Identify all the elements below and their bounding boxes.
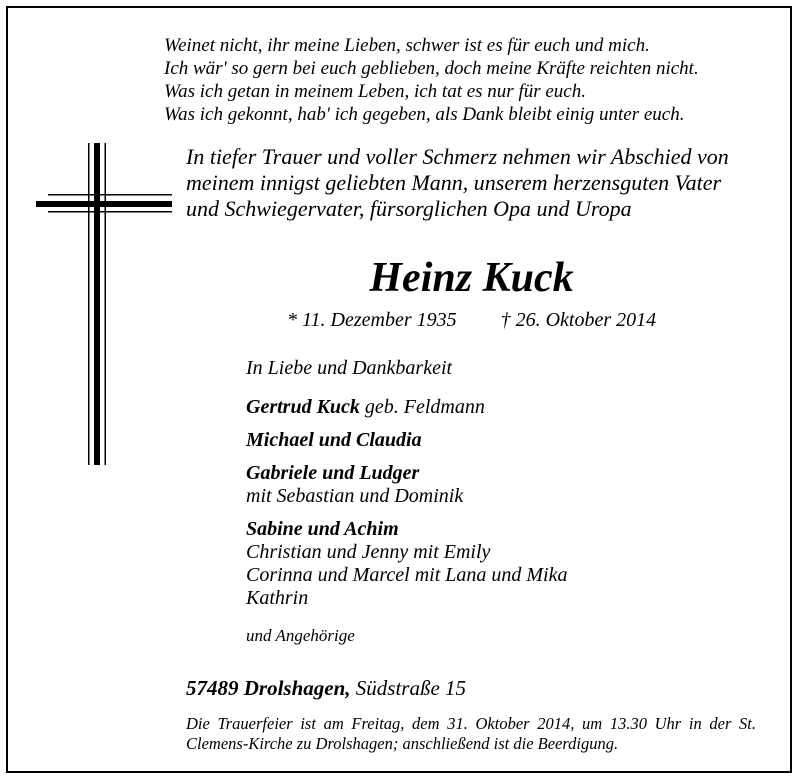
address-street: Südstraße 15 — [350, 676, 467, 700]
mourner-names: Michael und Claudia — [246, 429, 422, 451]
mourner-group — [246, 429, 567, 452]
deceased-name: Heinz Kuck — [369, 255, 574, 301]
intro-line: meinem innigst geliebten Mann, unserem herzensguten Vater — [186, 170, 722, 195]
grandchildren-line: mit Sebastian und Dominik — [246, 485, 464, 507]
thanks-line: In Liebe und Dankbarkeit — [246, 357, 453, 379]
mourner-group — [246, 518, 567, 610]
poem-line: Was ich getan in meinem Leben, ich tat es nur für euch. — [164, 81, 586, 102]
cross-icon — [36, 143, 172, 465]
poem-line: Ich wär' so gern bei euch geblieben, doch meine Kräfte reichten nicht. — [164, 58, 699, 79]
mourners-list — [246, 357, 567, 647]
grandchildren-line: Corinna und Marcel mit Lana und Mika — [246, 564, 568, 586]
address — [186, 676, 466, 700]
funeral-info: Die Trauerfeier ist am Freitag, dem 31. Oktober 2014, um 13.30 Uhr in der St. Clemens-Kirche zu Drolshagen; anschließend ist die Beerdigung. — [186, 714, 756, 753]
mourner-names: Sabine und Achim — [246, 518, 399, 540]
intro-line: In tiefer Trauer und voller Schmerz nehmen wir Abschied von — [186, 144, 729, 169]
poem-line: Was ich gekonnt, hab' ich gegeben, als Dank bleibt einig unter euch. — [164, 104, 685, 125]
birth-date: * 11. Dezember 1935 — [287, 309, 457, 331]
mourner-group-wife — [246, 396, 567, 419]
life-dates — [287, 308, 656, 332]
wife-maiden-name: geb. Feldmann — [359, 396, 485, 418]
intro-line: und Schwiegervater, fürsorglichen Opa und Uropa — [186, 196, 632, 221]
deceased-name-row — [0, 253, 800, 303]
grandchildren-line: Kathrin — [246, 587, 309, 609]
poem-line: Weinet nicht, ihr meine Lieben, schwer ist es für euch und mich. — [164, 35, 650, 56]
mourner-group — [246, 462, 567, 508]
grandchildren-line: Christian und Jenny mit Emily — [246, 541, 491, 563]
intro-text — [186, 144, 729, 222]
relatives-line: und Angehörige — [246, 626, 355, 645]
wife-name: Gertrud Kuck — [246, 396, 360, 418]
mourner-names: Gabriele und Ludger — [246, 462, 420, 484]
poem — [164, 34, 699, 126]
death-date: † 26. Oktober 2014 — [500, 309, 657, 331]
address-city: 57489 Drolshagen, — [186, 676, 351, 700]
